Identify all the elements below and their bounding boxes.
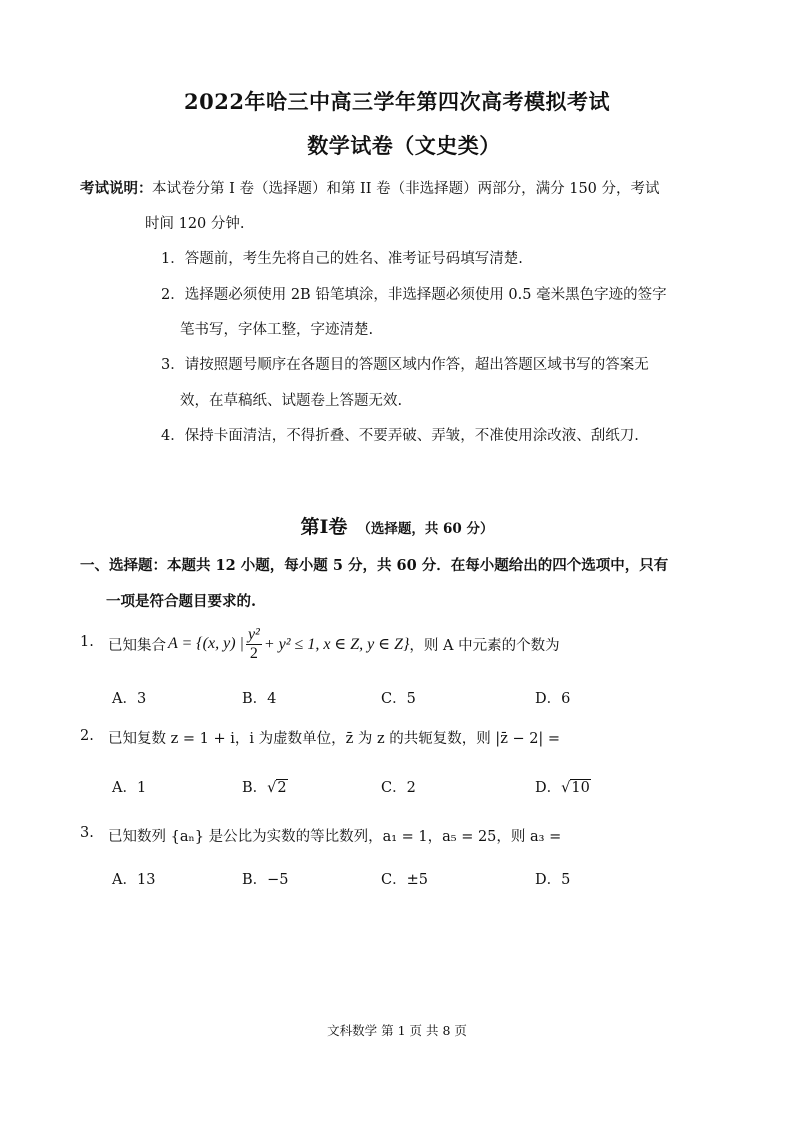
instruction-item-4: 4．保持卡面清洁，不得折叠、不要弄破、弄皱，不准使用涂改液、刮纸刀. [161, 428, 639, 444]
instructions-label: 考试说明： [80, 180, 153, 197]
q2-option-d-label: D． [535, 780, 562, 796]
q1-fraction-numerator: y² [247, 625, 260, 643]
q2-option-b-sqrt: √2 [267, 780, 287, 796]
q1-set-open: A = {(x, y) | [168, 635, 244, 652]
q2-option-d [535, 776, 591, 797]
q3-option-b: B．−5 [242, 872, 289, 888]
q1-option-c: C．5 [381, 691, 416, 707]
exam-subtitle: 数学试卷（文史类） [307, 133, 501, 158]
q1-option-a: A．3 [112, 691, 147, 707]
part-instructions-line1: 一、选择题：本题共 12 小题，每小题 5 分，共 60 分．在每小题给出的四个选项中，只有 [80, 557, 669, 574]
q3-option-a: A．13 [112, 872, 156, 888]
q1-stem [108, 622, 560, 666]
instruction-item-3: 3．请按照题号顺序在各题目的答题区域内作答，超出答题区域书写的答案无 [161, 357, 649, 373]
q3-option-d: D．5 [535, 872, 571, 888]
q1-fraction [246, 626, 262, 663]
section-subtitle: （选择题，共 60 分） [357, 521, 494, 537]
q1-option-d: D．6 [535, 691, 571, 707]
q1-option-b: B．4 [242, 691, 277, 707]
q1-fraction-denominator: 2 [249, 644, 258, 662]
section-title: 第Ⅰ卷 [300, 516, 348, 538]
q1-stem-prefix: 已知集合 [108, 637, 166, 654]
q2-option-a: A．1 [112, 780, 147, 796]
instruction-item-1: 1．答题前，考生先将自己的姓名、准考证号码填写清楚. [161, 251, 523, 267]
q3-stem: 已知数列 {aₙ} 是公比为实数的等比数列，a₁ = 1，a₅ = 25，则 a₃ = [108, 829, 562, 845]
section-heading [0, 512, 794, 539]
q3-option-c: C．±5 [381, 872, 428, 888]
exam-title: 2022年哈三中高三学年第四次高考模拟考试 [184, 89, 610, 114]
part-instructions-line2: 一项是符合题目要求的. [106, 593, 257, 610]
q3-number: 3. [80, 825, 94, 841]
page-footer: 文科数学 第 1 页 共 8 页 [327, 1023, 467, 1038]
q1-number: 1. [80, 634, 94, 650]
instruction-item-2: 2．选择题必须使用 2B 铅笔填涂，非选择题必须使用 0.5 毫米黑色字迹的签字 [161, 287, 667, 303]
instruction-item-3-cont: 效，在草稿纸、试题卷上答题无效. [180, 393, 403, 409]
q2-option-c: C．2 [381, 780, 416, 796]
q2-number: 2. [80, 728, 94, 744]
q1-set-close: + y² ≤ 1, x ∈ Z, y ∈ Z} [263, 636, 410, 653]
q1-stem-suffix: ，则 A 中元素的个数为 [409, 637, 560, 654]
instructions-intro-line2: 时间 120 分钟. [145, 216, 245, 232]
q2-option-d-sqrt: √10 [561, 780, 590, 796]
instruction-item-2-cont: 笔书写，字体工整，字迹清楚. [180, 322, 374, 338]
q2-option-b-label: B． [242, 780, 268, 796]
q2-option-b [242, 776, 288, 797]
instructions-intro-line1: 本试卷分第 I 卷（选择题）和第 II 卷（非选择题）两部分，满分 150 分，考试 [152, 181, 660, 197]
q2-stem: 已知复数 z = 1 + i，i 为虚数单位，z̄ 为 z 的共轭复数，则 |z̄ − 2| = [108, 731, 561, 747]
